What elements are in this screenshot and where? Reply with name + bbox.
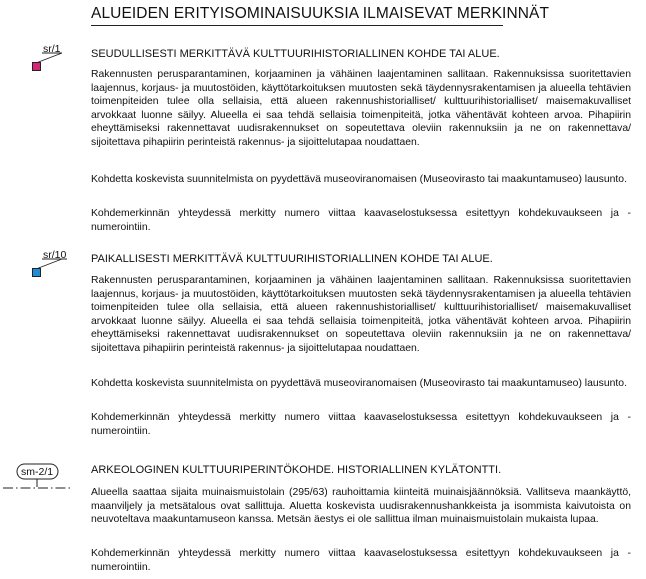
- blue-square-marker-icon: [33, 259, 68, 277]
- entry-paragraph: Rakennusten perusparantaminen, korjaaminen ja vähäinen laajentaminen sallitaan. Rakennuksissa suoritettavien laajennus, korjaus- ja muutostöiden, käyttötarkoituksen muutosten sekä täydennysrakentamisen ja alueella tehtävien toimenpiteiden tulee olla sellaisia, että alueen rakennushistorialliset/ kulttuurihistorialliset/ maisemakuvalliset arvokkaat luonne säilyy. Alueella ei saa tehdä sellaisia toimenpiteitä, jotka vähentävät kohteen arvoa. Pihapiirin eheyttämiseksi rakennettavat uudisrakennukset on sopeutettava oleviin rakennuksiin ja ne on rakennettava/ sijoitettava pihapiirin perinteistä rakennus- ja sijoittelutapaa noudattaen.: [91, 275, 631, 354]
- sr-1-symbol: [0, 44, 80, 76]
- entry-heading-sr-1: SEUDULLISESTI MERKITTÄVÄ KULTTUURIHISTORIALLINEN KOHDE TAI ALUE.: [91, 48, 500, 60]
- entry-paragraph: Kohdemerkinnän yhteydessä merkitty numero viittaa kaavaselostuksessa esitettyyn kohdekuvaukseen ja -numerointiin.: [91, 412, 631, 437]
- sr-10-color-swatch: [33, 269, 41, 277]
- sr-10-symbol: [0, 250, 80, 282]
- sr-10-label: sr/10: [43, 250, 67, 261]
- entry-paragraph: Kohdetta koskevista suunnitelmista on pyydettävä museoviranomaisen (Museovirasto tai maakuntamuseo) lausunto.: [91, 378, 627, 389]
- sr-1-label: sr/1: [43, 44, 61, 55]
- magenta-square-marker-icon: [33, 53, 63, 71]
- entry-paragraph: Kohdemerkinnän yhteydessä merkitty numero viittaa kaavaselostuksessa esitettyyn kohdekuvaukseen ja -numerointiin.: [91, 548, 631, 573]
- sm-2-1-symbol: [0, 460, 80, 494]
- entry-paragraph: Kohdetta koskevista suunnitelmista on pyydettävä museoviranomaisen (Museovirasto tai maakuntamuseo) lausunto.: [91, 174, 627, 185]
- sm-2-1-label: sm-2/1: [21, 466, 54, 478]
- sr-1-color-swatch: [33, 63, 41, 71]
- page-title: ALUEIDEN ERITYISOMINAISUUKSIA ILMAISEVAT MERKINNÄT: [91, 4, 503, 26]
- entry-paragraph: Kohdemerkinnän yhteydessä merkitty numero viittaa kaavaselostuksessa esitettyyn kohdekuvaukseen ja -numerointiin.: [91, 208, 631, 233]
- entry-paragraph: Alueella saattaa sijaita muinaismuistolain (295/63) rauhoittamia kiinteitä muinaisjäännöksiä. Vallitseva maankäyttö, maanviljely ja metsätalous ovat sallittuja. Aluetta koskevista uudisrakennushankkeista ja isommista kaivutoista on neuvoteltava maakuntamuseon kanssa. Metsän äestys ei ole sallittua ilman muinaismuistolain mukaista lupaa.: [91, 487, 631, 525]
- entry-paragraph: Rakennusten perusparantaminen, korjaaminen ja vähäinen laajentaminen sallitaan. Rakennuksissa suoritettavien laajennus, korjaus- ja muutostöiden, käyttötarkoituksen muutosten sekä täydennysrakentamisen ja alueella tehtävien toimenpiteiden tulee olla sellaisia, että alueen rakennushistorialliset/ kulttuurihistorialliset/ maisemakuvalliset arvokkaat luonne säilyy. Alueella ei saa tehdä sellaisia toimenpiteitä, jotka vähentävät kohteen arvoa. Pihapiirin eheyttämiseksi rakennettavat uudisrakennukset on sopeutettava oleviin rakennuksiin ja ne on rakennettava/ sijoitettava pihapiirin perinteistä rakennus- ja sijoittelutapaa noudattaen.: [91, 69, 631, 148]
- entry-heading-sr-10: PAIKALLISESTI MERKITTÄVÄ KULTTUURIHISTORIALLINEN KOHDE TAI ALUE.: [91, 253, 493, 265]
- entry-heading-sm-2-1: ARKEOLOGINEN KULTTUURIPERINTÖKOHDE. HISTORIALLINEN KYLÄTONTTI.: [91, 464, 502, 476]
